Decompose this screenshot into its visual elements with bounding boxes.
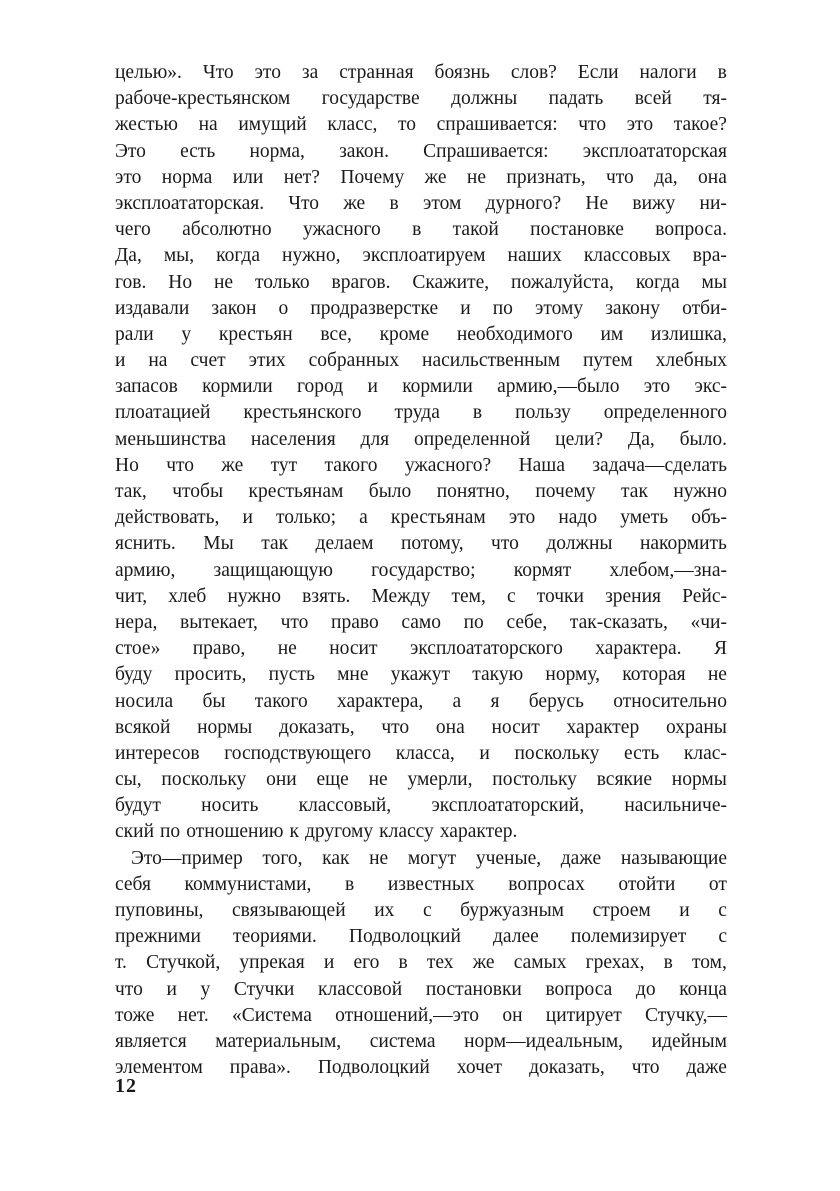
text-line: издавали закон о продразверстке и по этому закону отби- bbox=[115, 297, 727, 319]
text-line: так, чтобы крестьянам было понятно, почему так нужно bbox=[115, 481, 727, 502]
text-line: Это—пример того, как не могут ученые, даже называющие bbox=[131, 847, 727, 869]
paragraph bbox=[115, 846, 727, 1082]
text-line: рабоче-крестьянском государстве должны падать всей тя- bbox=[115, 88, 727, 110]
text-line: яснить. Мы так делаем потому, что должны накормить bbox=[115, 533, 727, 555]
paragraph bbox=[115, 60, 727, 846]
text-line: Да, мы, когда нужно, эксплоатируем наших классовых вра- bbox=[115, 245, 727, 267]
text-line: стое» право, не носит эксплоататорского характера. Я bbox=[115, 638, 727, 660]
text-line: ский по отношению к другому классу характер. bbox=[115, 821, 518, 843]
text-line: что и у Стучки классовой постановки вопроса до конца bbox=[115, 978, 727, 1000]
text-line: является материальным, система норм—идеальным, идейным bbox=[115, 1030, 727, 1052]
text-line: жестью на имущий класс, то спрашивается: что это такое? bbox=[115, 114, 727, 136]
text-line: чит, хлеб нужно взять. Между тем, с точки зрения Рейс- bbox=[115, 585, 727, 607]
text-line: плоатацией крестьянского труда в пользу определенного bbox=[115, 402, 727, 424]
text-line: тоже нет. «Система отношений,—это он цитирует Стучку,— bbox=[115, 1004, 727, 1026]
text-line: всякой нормы доказать, что она носит характер охраны bbox=[115, 716, 727, 738]
text-line: интересов господствующего класса, и поскольку есть клас- bbox=[115, 742, 727, 764]
text-line: армию, защищающую государство; кормят хлебом,—зна- bbox=[115, 559, 727, 581]
text-line: чего абсолютно ужасного в такой постановке вопроса. bbox=[115, 219, 727, 241]
text-line: Это есть норма, закон. Спрашивается: эксплоататорская bbox=[115, 140, 727, 162]
text-line: гов. Но не только врагов. Скажите, пожалуйста, когда мы bbox=[115, 271, 727, 293]
text-line: буду просить, пусть мне укажут такую норму, которая не bbox=[115, 664, 727, 686]
text-line: пуповины, связывающей их с буржуазным строем и с bbox=[115, 900, 727, 921]
text-line: запасов кормили город и кормили армию,—было это экс- bbox=[115, 376, 727, 398]
text-line: это норма или нет? Почему же не признать, что да, она bbox=[115, 166, 727, 188]
text-line: сы, поскольку они еще не умерли, постольку всякие нормы bbox=[115, 769, 727, 791]
text-line: Но что же тут такого ужасного? Наша задача—сделать bbox=[115, 454, 727, 476]
text-line: эксплоататорская. Что же в этом дурного? Не вижу ни- bbox=[115, 192, 727, 214]
text-line: носила бы такого характера, а я берусь относительно bbox=[115, 690, 727, 712]
page-number: 12 bbox=[115, 1075, 137, 1097]
text-line: т. Стучкой, упрекая и его в тех же самых грехах, в том, bbox=[115, 952, 727, 974]
text-line: прежними теориями. Подволоцкий далее полемизирует с bbox=[115, 926, 727, 948]
text-line: нера, вытекает, что право само по себе, так-сказать, «чи- bbox=[115, 611, 727, 633]
text-line: целью». Что это за странная боязнь слов? Если налоги в bbox=[115, 62, 727, 83]
text-line: элементом права». Подволоцкий хочет доказать, что даже bbox=[115, 1057, 727, 1079]
text-line: действовать, и только; а крестьянам это надо уметь объ- bbox=[115, 507, 727, 529]
text-line: рали у крестьян все, кроме необходимого им излишка, bbox=[115, 323, 727, 345]
text-line: и на счет этих собранных насильственным путем хлебных bbox=[115, 350, 727, 372]
text-line: себя коммунистами, в известных вопросах отойти от bbox=[115, 873, 727, 895]
page-body bbox=[115, 60, 727, 1081]
text-line: будут носить классовый, эксплоататорский, насильниче- bbox=[115, 795, 727, 817]
text-line: меньшинства населения для определенной цели? Да, было. bbox=[115, 428, 727, 450]
